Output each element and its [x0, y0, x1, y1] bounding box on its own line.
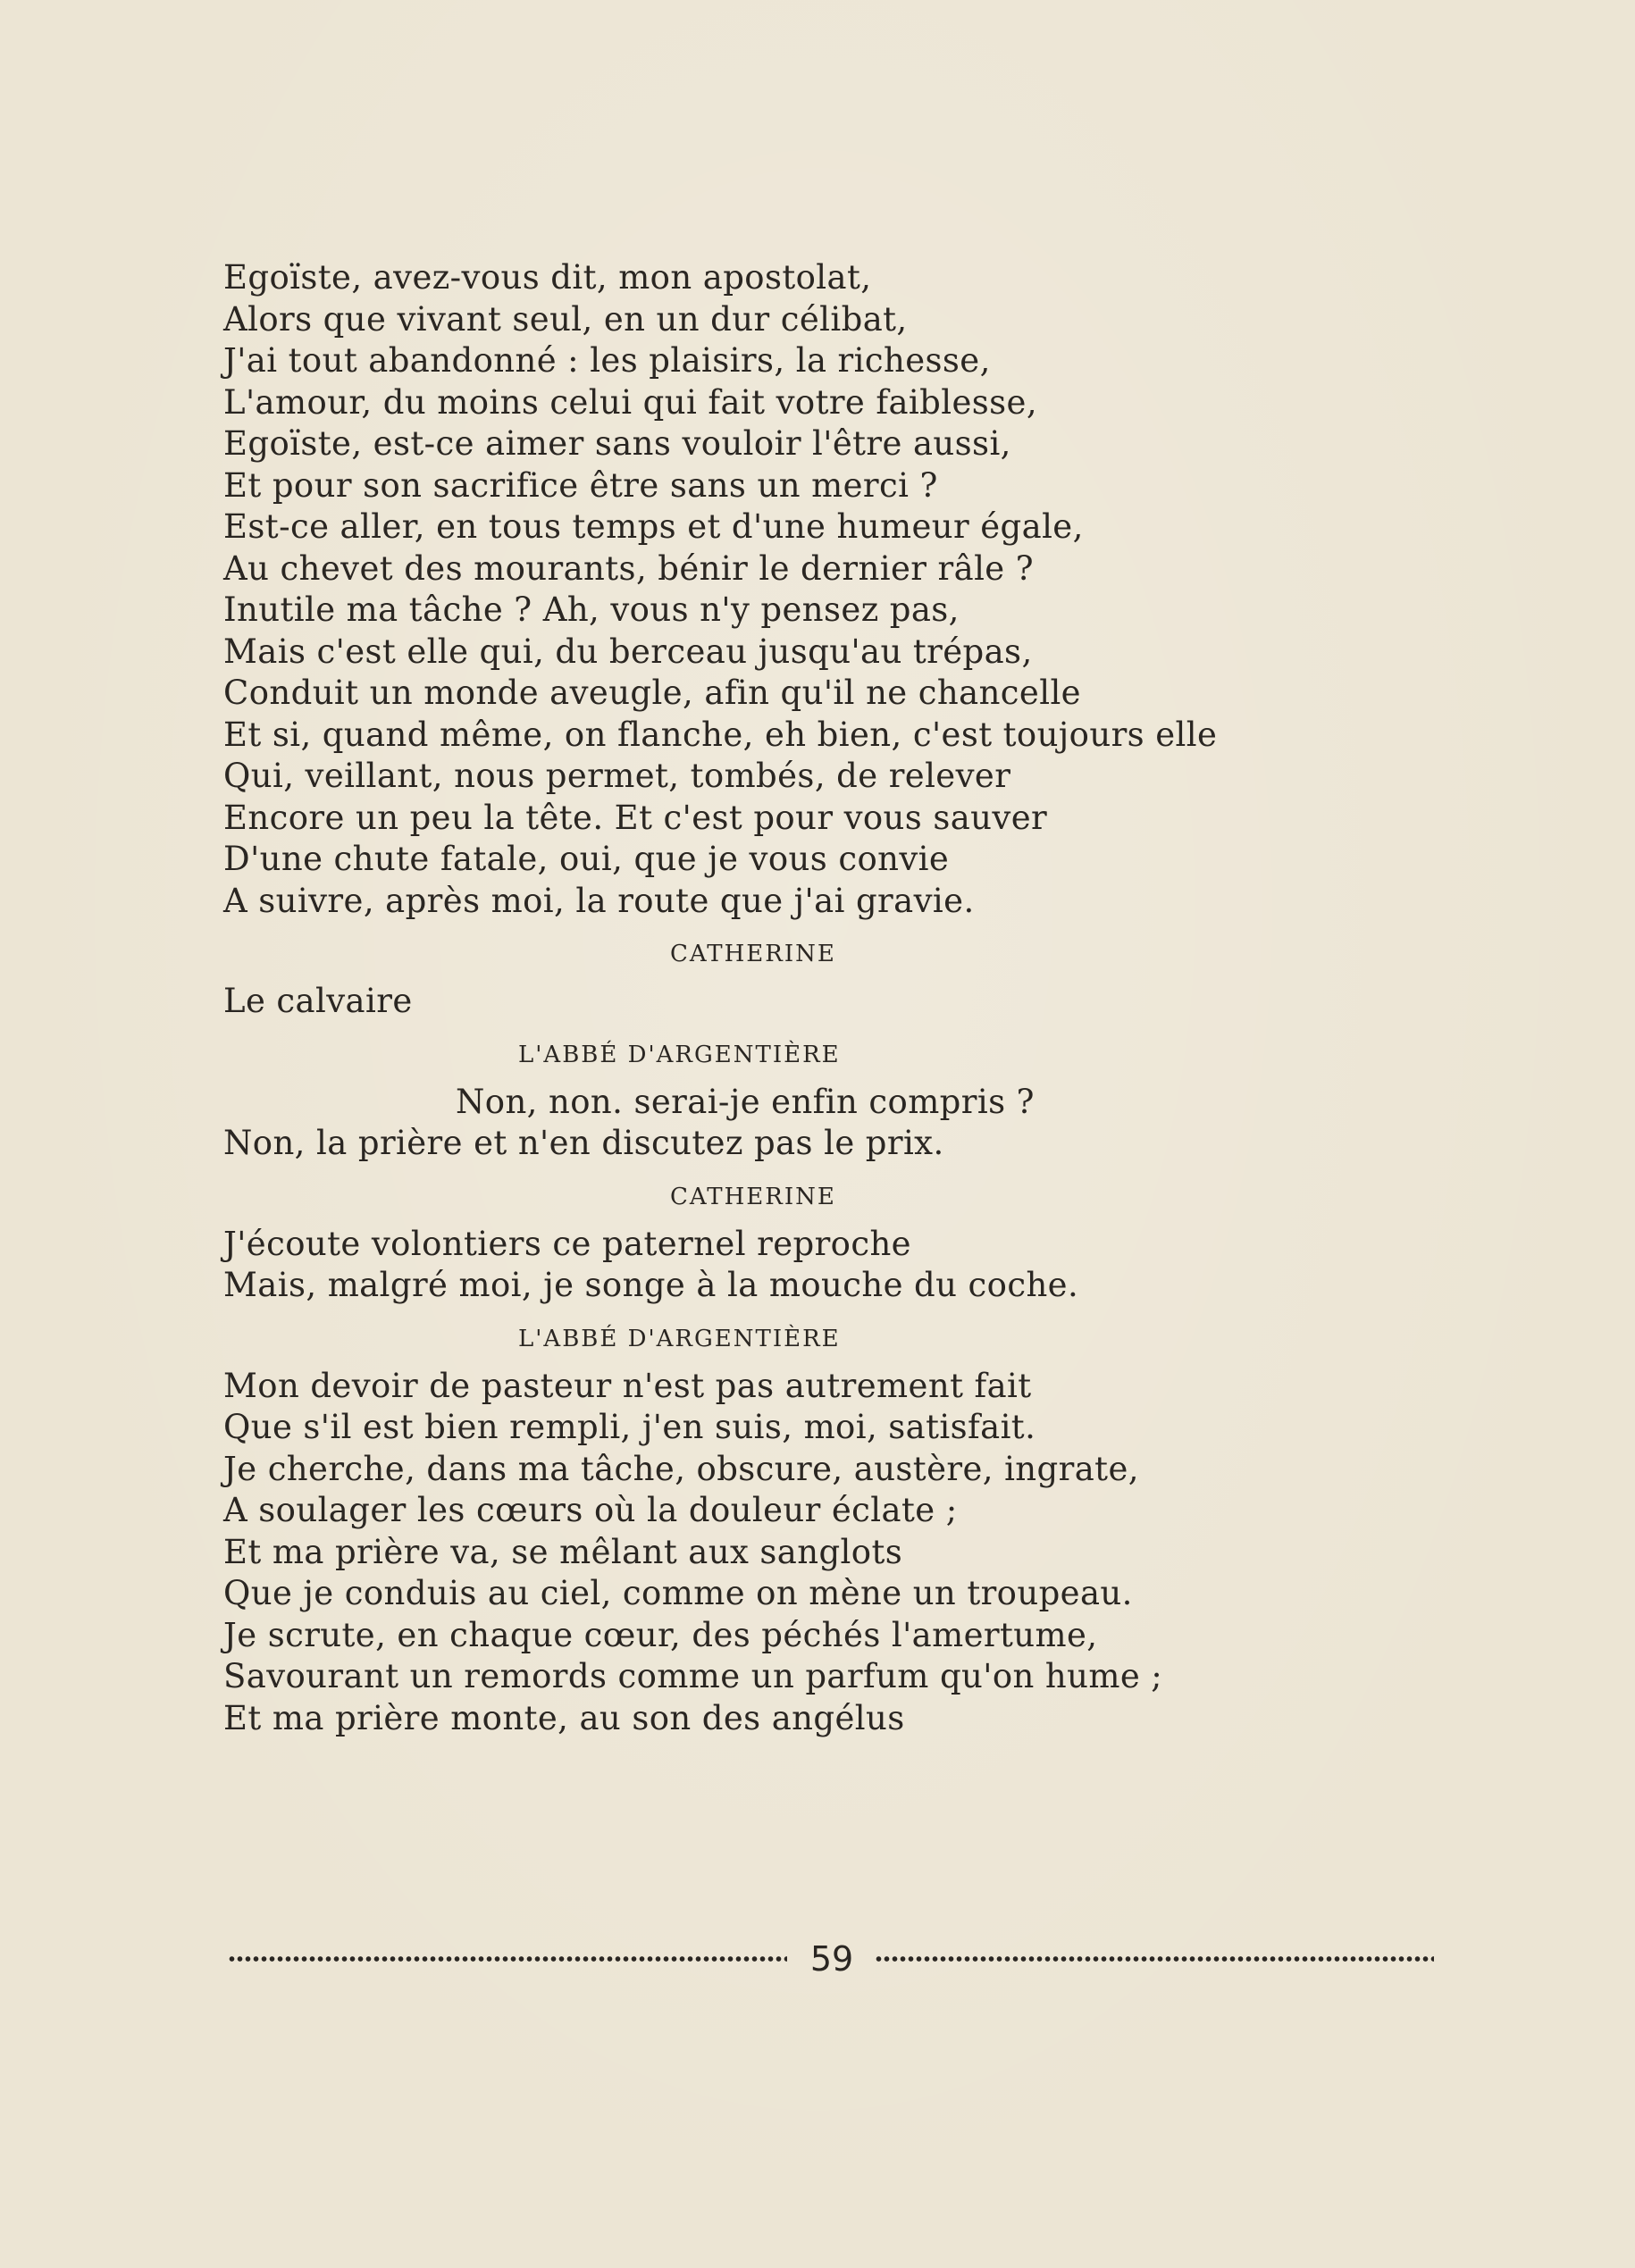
verse-line: Et si, quand même, on flanche, eh bien, c'est toujours elle — [223, 715, 1218, 754]
verse-line: Je scrute, en chaque cœur, des péchés l'amertume, — [223, 1615, 1098, 1654]
verse-line: Que s'il est bien rempli, j'en suis, moi, satisfait. — [223, 1408, 1036, 1446]
verse-line: Mais, malgré moi, je songe à la mouche du coche. — [223, 1266, 1079, 1304]
verse-line: Inutile ma tâche ? Ah, vous n'y pensez pas, — [223, 590, 960, 629]
verse-line: Mon devoir de pasteur n'est pas autrement fait — [223, 1366, 1032, 1405]
speaker-heading-abbe: L'ABBÉ D'ARGENTIÈRE — [518, 1041, 841, 1068]
verse-text — [223, 257, 1430, 1739]
dotted-rule-right — [875, 1955, 1434, 1963]
verse-line: A soulager les cœurs où la douleur éclate ; — [223, 1491, 958, 1529]
verse-line: Savourant un remords comme un parfum qu'on hume ; — [223, 1657, 1163, 1695]
verse-line: Non, non. serai-je enfin compris ? — [456, 1082, 1035, 1121]
verse-line: Que je conduis au ciel, comme on mène un troupeau. — [223, 1574, 1133, 1612]
verse-line: Encore un peu la tête. Et c'est pour vous sauver — [223, 798, 1048, 837]
verse-line: Au chevet des mourants, bénir le dernier râle ? — [223, 548, 1034, 588]
verse-line: Mais c'est elle qui, du berceau jusqu'au trépas, — [223, 632, 1033, 671]
verse-line: Non, la prière et n'en discutez pas le prix. — [223, 1124, 944, 1162]
verse-line: Egoïste, avez-vous dit, mon apostolat, — [223, 258, 872, 297]
dotted-rule-left — [228, 1955, 787, 1963]
verse-line: J'écoute volontiers ce paternel reproche — [223, 1224, 911, 1263]
verse-line: Conduit un monde aveugle, afin qu'il ne chancelle — [223, 674, 1081, 712]
verse-line: Je cherche, dans ma tâche, obscure, austère, ingrate, — [223, 1449, 1139, 1488]
stanza-one — [223, 257, 1430, 922]
verse-line: Alors que vivant seul, en un dur célibat, — [223, 299, 908, 339]
verse-line: Et ma prière monte, au son des angélus — [223, 1698, 905, 1737]
verse-line: Le calvaire — [223, 982, 413, 1020]
verse-line: Qui, veillant, nous permet, tombés, de relever — [223, 757, 1011, 795]
page-number: 59 — [809, 1939, 854, 1979]
verse-line: J'ai tout abandonné : les plaisirs, la richesse, — [223, 341, 991, 380]
verse-line: Et pour son sacrifice être sans un merci ? — [223, 465, 938, 505]
speaker-heading-catherine: CATHERINE — [670, 1183, 836, 1210]
stanza-two — [223, 1082, 1430, 1165]
verse-line: Est-ce aller, en tous temps et d'une humeur égale, — [223, 507, 1084, 546]
page-footer — [228, 1937, 1434, 1981]
verse-line: A suivre, après moi, la route que j'ai gravie. — [223, 881, 975, 920]
verse-line: Et ma prière va, se mêlant aux sanglots — [223, 1532, 903, 1571]
stanza-three — [223, 1224, 1430, 1307]
verse-line: L'amour, du moins celui qui fait votre faiblesse, — [223, 382, 1038, 422]
verse-line: Egoïste, est-ce aimer sans vouloir l'être aussi, — [223, 424, 1011, 463]
stanza-four — [223, 1366, 1430, 1740]
speaker-heading-abbe: L'ABBÉ D'ARGENTIÈRE — [518, 1325, 841, 1352]
verse-line: D'une chute fatale, oui, que je vous convie — [223, 840, 950, 878]
speaker-heading-catherine: CATHERINE — [670, 941, 836, 967]
